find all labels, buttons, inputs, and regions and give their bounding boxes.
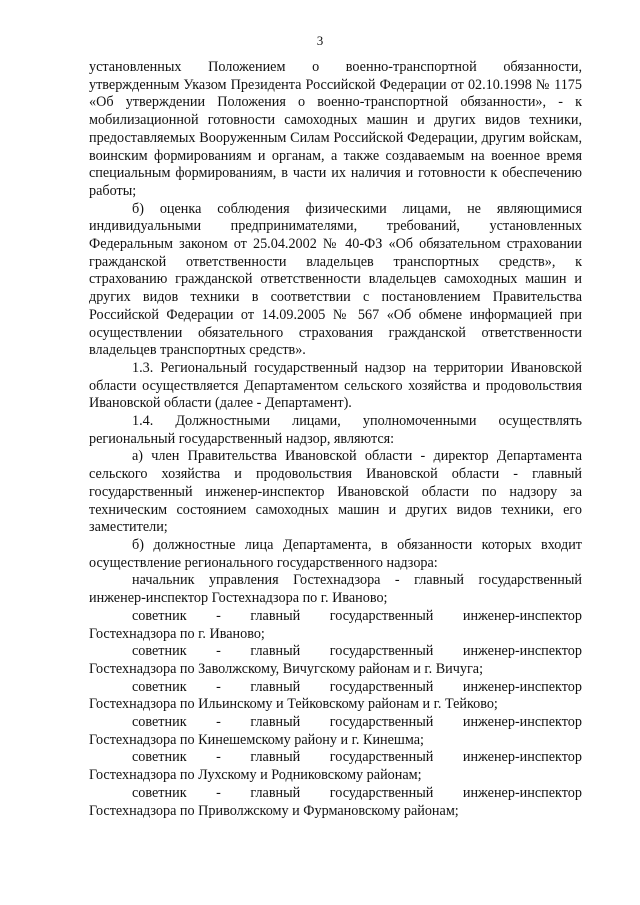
document-body [89, 59, 582, 820]
list-item [89, 714, 582, 749]
paragraph-1-3: 1.3. Региональный государственный надзор на территории Ивановской области осуществляется Департаментом сельского хозяйства и продовольствия Ивановской области (далее - Департамент). [89, 359, 582, 412]
list-item [89, 608, 582, 643]
paragraph-item-b: б) должностные лица Департамента, в обязанности которых входит осуществление регионального государственного надзора: [89, 536, 582, 571]
advisor-title-line: советник - главный государственный инженер-инспектор [132, 678, 582, 695]
advisor-title-line: советник - главный государственный инженер-инспектор [132, 784, 582, 801]
advisor-title-line: советник - главный государственный инженер-инспектор [132, 643, 582, 660]
advisor-title-line: советник - главный государственный инженер-инспектор [132, 714, 582, 731]
advisor-jurisdiction: Гостехнадзора по Кинешемскому району и г. Кинешма; [89, 731, 424, 748]
advisor-jurisdiction: Гостехнадзора по Ильинскому и Тейковскому районам и г. Тейково; [89, 696, 498, 713]
advisor-jurisdiction: Гостехнадзора по Лухскому и Родниковскому районам; [89, 767, 422, 784]
list-item [89, 679, 582, 714]
advisor-jurisdiction: Гостехнадзора по г. Иваново; [89, 625, 265, 642]
advisor-title-line: советник - главный государственный инженер-инспектор [132, 749, 582, 766]
advisor-title-line: советник - главный государственный инженер-инспектор [132, 607, 582, 624]
advisor-jurisdiction: Гостехнадзора по Приволжскому и Фурмановскому районам; [89, 802, 459, 819]
advisor-jurisdiction: Гостехнадзора по Заволжскому, Вичугскому районам и г. Вичуга; [89, 660, 484, 677]
paragraph-insurance-compliance: б) оценка соблюдения физическими лицами, не являющимися индивидуальными предпринимателями, требований, установленных Федеральным законом от 25.04.2002 № 40-ФЗ «Об обязательном страховании гражданской ответственности владельцев транспортных средств», к страхованию гражданской ответственности владельцев самоходных машин и других видов техники в соответствии с постановлением Правительства Российской Федерации от 14.09.2005 № 567 «Об обмене информацией при осуществлении обязательного страхования гражданской ответственности владельцев транспортных средств». [89, 200, 582, 359]
list-item [89, 785, 582, 820]
advisor-list [89, 608, 582, 820]
paragraph-item-a: а) член Правительства Ивановской области - директор Департамента сельского хозяйства и продовольствия Ивановской области - главный государственный инженер-инспектор Ивановской области по надзору за техническим состоянием самоходных машин и других видов техники, его заместители; [89, 448, 582, 536]
list-item [89, 749, 582, 784]
paragraph-1-4: 1.4. Должностными лицами, уполномоченными осуществлять региональный государственный надзор, являются: [89, 413, 582, 447]
paragraph-military-transport: установленных Положением о военно-транспортной обязанности, утвержденным Указом Президента Российской Федерации от 02.10.1998 № 1175 «Об утверждении Положения о военно-транспортной обязанности», - к мобилизационной готовности самоходных машин и других видов техники, предоставляемых Вооруженным Силам Российской Федерации, другим войскам, воинским формированиям и органам, а также создаваемым на военное время специальным формированиям, в части их наличия и готовности к обеспечению работы; [89, 59, 582, 199]
paragraph-head-of-department: начальник управления Гостехнадзора - главный государственный инженер-инспектор Гостехнадзора по г. Иваново; [89, 572, 582, 607]
list-item [89, 643, 582, 678]
page-number: 3 [316, 33, 324, 48]
